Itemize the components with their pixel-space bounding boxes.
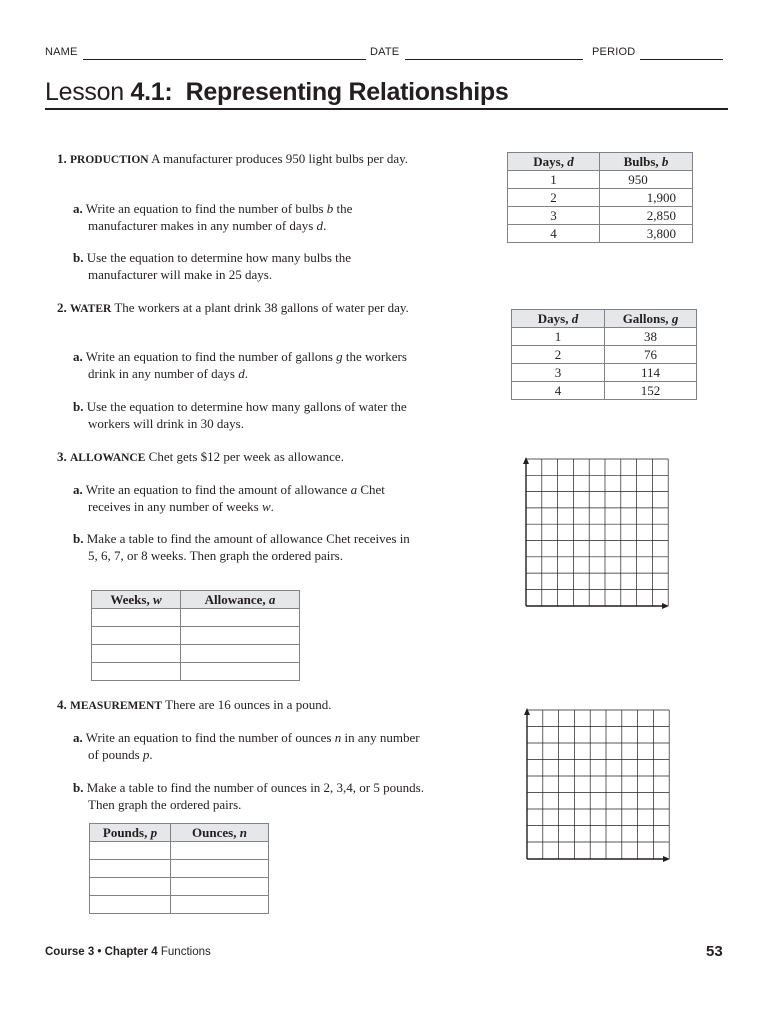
ounces-table [89, 823, 269, 914]
problem-3b: b. Make a table to find the amount of allowance Chet receives in 5, 6, 7, or 8 weeks. Then graph the ordered pairs. [73, 531, 410, 563]
table-row [90, 878, 269, 896]
page-number: 53 [706, 943, 723, 960]
table-row: 1 38 [512, 328, 697, 346]
table-row: 4 3,800 [508, 225, 693, 243]
table-cell-input[interactable] [181, 627, 300, 645]
problem-1a: a. Write an equation to find the number of bulbs b the manufacturer makes in any number of days d. [73, 201, 353, 233]
table-row [92, 663, 300, 681]
table-header: Pounds, p [90, 824, 171, 842]
table-row: 3 114 [512, 364, 697, 382]
table-cell-input[interactable] [171, 860, 269, 878]
title-prefix: Lesson [45, 78, 131, 106]
problem-3-intro: 3. ALLOWANCE Chet gets $12 per week as allowance. [57, 449, 344, 464]
table-cell-input[interactable] [181, 663, 300, 681]
table-header: Allowance, a [181, 591, 300, 609]
table-row [90, 842, 269, 860]
problem-4a: a. Write an equation to find the number of ounces n in any number of pounds p. [73, 730, 420, 762]
table-row [90, 860, 269, 878]
table-row [92, 645, 300, 663]
name-blank[interactable] [83, 59, 366, 60]
table-header: Gallons, g [605, 310, 697, 328]
table-row: 1 950 [508, 171, 693, 189]
gallons-table [511, 309, 697, 400]
page-title [45, 78, 508, 107]
allowance-table [91, 590, 300, 681]
table-row: 4 152 [512, 382, 697, 400]
y-axis-arrow [524, 708, 530, 715]
table-header: Days, d [512, 310, 605, 328]
problem-4-intro: 4. MEASUREMENT There are 16 ounces in a pound. [57, 697, 332, 712]
problem-2a: a. Write an equation to find the number of gallons g the workers drink in any number of days d. [73, 349, 407, 381]
footer-course: Course 3 • Chapter 4 Functions [45, 946, 211, 958]
table-row [90, 896, 269, 914]
table-header: Days, d [508, 153, 600, 171]
table-row [92, 609, 300, 627]
problem-1-intro: 1. PRODUCTION A manufacturer produces 950 light bulbs per day. [57, 151, 409, 166]
table-cell-input[interactable] [171, 878, 269, 896]
table-cell-input[interactable] [92, 609, 181, 627]
title-name: Representing Relationships [185, 78, 509, 106]
table-cell-input[interactable] [171, 896, 269, 914]
table-cell-input[interactable] [92, 663, 181, 681]
bulbs-table [507, 152, 693, 243]
table-cell-input[interactable] [171, 842, 269, 860]
grid-lines [526, 459, 668, 606]
table-cell-input[interactable] [92, 627, 181, 645]
table-cell-input[interactable] [90, 842, 171, 860]
title-number: 4.1: [130, 78, 173, 106]
date-blank[interactable] [405, 59, 583, 60]
title-spacer [172, 78, 185, 106]
table-header: Weeks, w [92, 591, 181, 609]
problem-2b: b. Use the equation to determine how many gallons of water the workers will drink in 30 days. [73, 399, 407, 431]
table-cell-input[interactable] [181, 609, 300, 627]
table-cell-input[interactable] [90, 896, 171, 914]
problem-2-intro: 2. WATER The workers at a plant drink 38 gallons of water per day. [57, 300, 409, 315]
table-row: 3 2,850 [508, 207, 693, 225]
ounces-graph-grid[interactable] [521, 707, 671, 862]
table-cell-input[interactable] [90, 878, 171, 896]
table-row: 2 76 [512, 346, 697, 364]
allowance-graph-grid[interactable] [520, 456, 670, 611]
problem-4b: b. Make a table to find the number of ounces in 2, 3,4, or 5 pounds. Then graph the ordered pairs. [73, 780, 424, 812]
table-row [92, 627, 300, 645]
table-cell-input[interactable] [92, 645, 181, 663]
name-label: NAME [45, 46, 78, 58]
problem-3a: a. Write an equation to find the amount of allowance a Chet receives in any number of weeks w. [73, 482, 385, 514]
date-label: DATE [370, 46, 400, 58]
table-header: Bulbs, b [600, 153, 693, 171]
table-header: Ounces, n [171, 824, 269, 842]
period-blank[interactable] [640, 59, 723, 60]
title-rule [45, 108, 728, 110]
table-cell-input[interactable] [181, 645, 300, 663]
table-cell-input[interactable] [90, 860, 171, 878]
period-label: PERIOD [592, 46, 636, 58]
grid-lines [527, 710, 669, 859]
y-axis-arrow [523, 457, 529, 464]
table-row: 2 1,900 [508, 189, 693, 207]
problem-1b: b. Use the equation to determine how many bulbs the manufacturer will make in 25 days. [73, 250, 352, 282]
